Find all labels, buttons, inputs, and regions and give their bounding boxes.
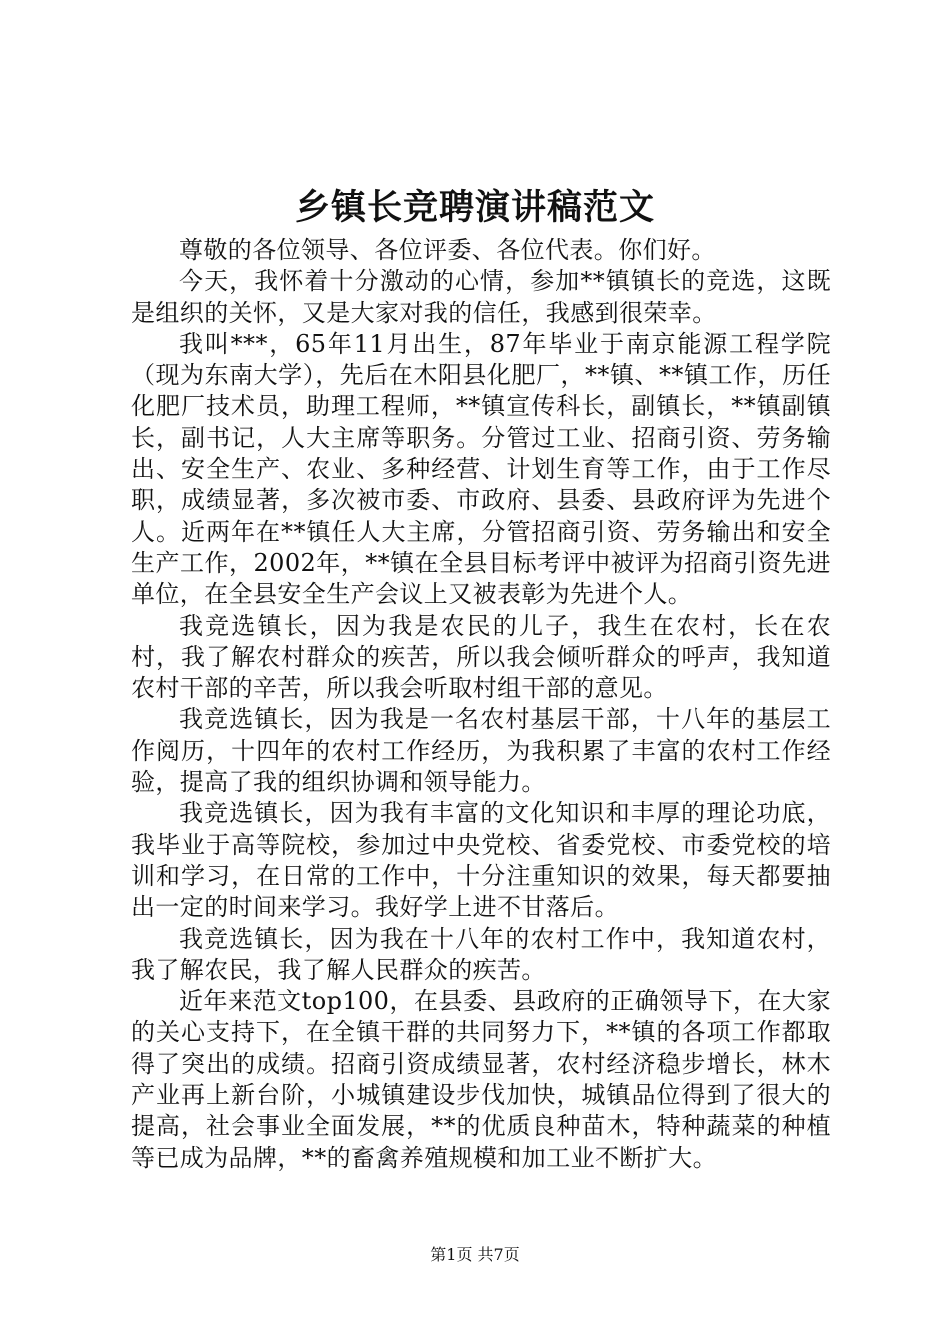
document-body [131,235,831,1174]
paragraph-reason-farmer-son: 我竞选镇长，因为我是农民的儿子，我生在农村，长在农村，我了解农村群众的疾苦，所以我会倾听群众的呼声，我知道农村干部的辛苦，所以我会听取村组干部的意见。 [131,611,831,703]
paragraph-reason-experience: 我竞选镇长，因为我在十八年的农村工作中，我知道农村，我了解农民，我了解人民群众的疾苦。 [131,924,831,984]
paragraph-reason-knowledge: 我竞选镇长，因为我有丰富的文化知识和丰厚的理论功底，我毕业于高等院校，参加过中央党校、省委党校、市委党校的培训和学习，在日常的工作中，十分注重知识的效果，每天都要抽出一定的时间来学习。我好学上进不甘落后。 [131,799,831,922]
paragraph-reason-grassroots: 我竞选镇长，因为我是一名农村基层干部，十八年的基层工作阅历，十四年的农村工作经历，为我积累了丰富的农村工作经验，提高了我的组织协调和领导能力。 [131,705,831,797]
paragraph-greeting: 尊敬的各位领导、各位评委、各位代表。你们好。 [179,236,716,264]
paragraph-opening: 今天，我怀着十分激动的心情，参加**镇镇长的竞选，这既是组织的关怀，又是大家对我的信任，我感到很荣幸。 [131,267,831,327]
document-title: 乡镇长竞聘演讲稿范文 [294,187,655,228]
paragraph-self-introduction: 我叫***，65年11月出生，87年毕业于南京能源工程学院（现为东南大学），先后在木阳县化肥厂，**镇、**镇工作，历任化肥厂技术员，助理工程师，**镇宣传科长，副镇长，**镇副镇长，副书记，人大主席等职务。分管过工业、招商引资、劳务输出、安全生产、农业、多种经营、计划生育等工作，由于工作尽职，成绩显著，多次被市委、市政府、县委、县政府评为先进个人。近两年在**镇任人大主席，分管招商引资、劳务输出和安全生产工作，2002年，**镇在全县目标考评中被评为招商引资先进单位，在全县安全生产会议上又被表彰为先进个人。 [131,329,831,609]
page-number-footer: 第1页 共7页 [430,1245,520,1264]
paragraph-achievements: 近年来范文top100，在县委、县政府的正确领导下，在大家的关心支持下，在全镇干群的共同努力下，**镇的各项工作都取得了突出的成绩。招商引资成绩显著，农村经济稳步增长，林木产业再上新台阶，小城镇建设步伐加快，城镇品位得到了很大的提高，社会事业全面发展，**的优质良种苗木，特种蔬菜的种植等已成为品牌，**的畜禽养殖规模和加工业不断扩大。 [131,987,831,1172]
